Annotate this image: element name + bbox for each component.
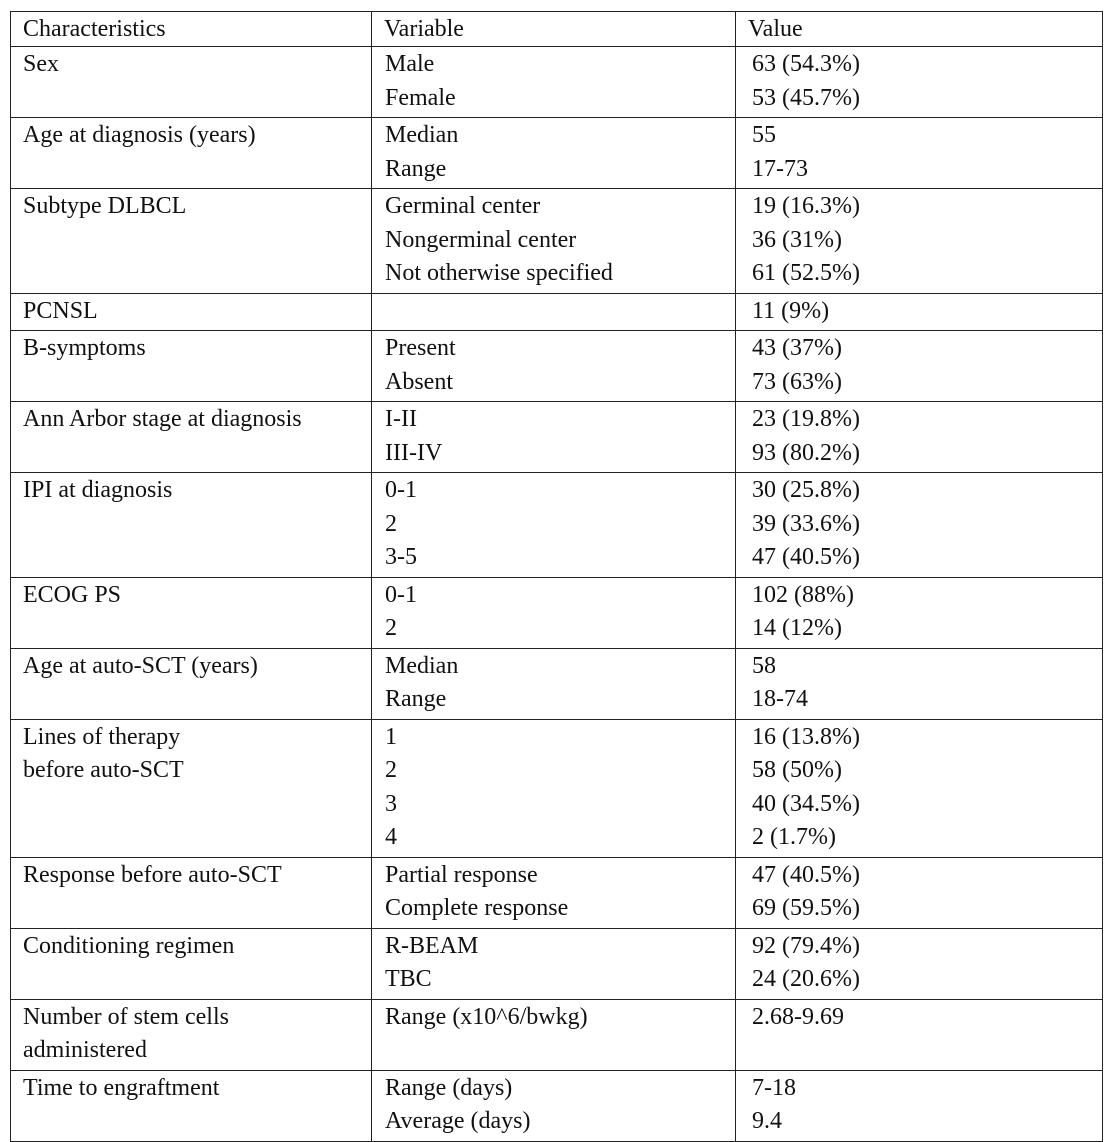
characteristic-cell: Age at auto-SCT (years) [11,648,372,719]
value-text: 40 (34.5%) [752,790,860,817]
value-text: 47 (40.5%) [752,544,860,570]
variable-label: Range (days) [385,1074,513,1101]
variable-label [385,295,735,329]
variable-label: 4 [385,824,397,850]
value-text: 53 (45.7%) [752,84,860,111]
value-cell [736,928,1103,999]
value-cell [736,118,1103,189]
table-container [10,11,1102,1142]
value-cell [736,402,1103,473]
characteristic-cell: B-symptoms [11,331,372,402]
variable-label: Not otherwise specified [385,260,613,286]
value-cell [736,47,1103,118]
value-cell [736,999,1103,1070]
value-text: 30 (25.8%) [752,477,860,503]
value-text: 2 (1.7%) [752,824,836,850]
variable-cell [372,1070,736,1141]
characteristic-cell: IPI at diagnosis [11,473,372,578]
value-text: 69 (59.5%) [752,895,860,921]
value-text: 23 (19.8%) [752,406,860,432]
variable-cell [372,118,736,189]
characteristics-table [10,11,1103,1142]
variable-label: Range (x10^6/bwkg) [385,1003,588,1030]
variable-cell [372,719,736,857]
variable-label: Range [385,686,447,712]
table-row [11,402,1103,473]
value-cell [736,857,1103,928]
table-row [11,331,1103,402]
value-cell [736,189,1103,294]
value-cell [736,577,1103,648]
value-text: 61 (52.5%) [752,260,860,286]
variable-label: R-BEAM [385,932,479,959]
value-text: 102 (88%) [752,581,854,608]
variable-cell [372,189,736,294]
characteristic-cell: Age at diagnosis (years) [11,118,372,189]
variable-label: Female [385,84,456,111]
header-variable: Variable [372,12,736,47]
table-row [11,118,1103,189]
value-text: 93 (80.2%) [752,439,860,466]
characteristic-cell: Lines of therapy before auto-SCT [11,719,372,857]
value-text: 92 (79.4%) [752,932,860,959]
table-row [11,719,1103,857]
value-text: 43 (37%) [752,335,842,361]
variable-label: Nongerminal center [385,226,577,253]
variable-label: Present [385,335,456,361]
variable-cell [372,473,736,578]
table-row [11,189,1103,294]
table-body [11,47,1103,1142]
variable-cell [372,648,736,719]
characteristic-cell: PCNSL [11,293,372,331]
variable-cell [372,402,736,473]
variable-cell [372,928,736,999]
table-row [11,473,1103,578]
value-cell [736,293,1103,331]
value-text: 58 (50%) [752,757,842,783]
table-row [11,648,1103,719]
characteristic-cell: ECOG PS [11,577,372,648]
variable-label: Median [385,652,459,679]
table-row [11,47,1103,118]
header-characteristics: Characteristics [11,12,372,47]
variable-label: 3-5 [385,544,417,570]
variable-label: 3 [385,790,397,817]
variable-cell [372,331,736,402]
variable-label: Complete response [385,895,569,921]
value-text: 73 (63%) [752,368,842,395]
value-text: 39 (33.6%) [752,510,860,537]
variable-label: Range [385,155,447,182]
header-value: Value [736,12,1103,47]
variable-label: Average (days) [385,1108,531,1134]
value-text: 24 (20.6%) [752,966,860,992]
value-cell [736,473,1103,578]
value-text: 11 (9%) [752,297,830,324]
characteristic-cell: Ann Arbor stage at diagnosis [11,402,372,473]
value-cell [736,719,1103,857]
value-cell [736,331,1103,402]
variable-label: Median [385,122,459,148]
value-text: 2.68-9.69 [752,1003,844,1030]
value-cell [736,1070,1103,1141]
value-text: 36 (31%) [752,226,842,253]
variable-label: I-II [385,406,417,432]
variable-cell [372,293,736,331]
characteristic-cell: Response before auto-SCT [11,857,372,928]
table-row [11,928,1103,999]
variable-label: 2 [385,757,397,783]
variable-label: 0-1 [385,581,417,608]
variable-cell [372,577,736,648]
value-text: 14 (12%) [752,615,842,641]
variable-cell [372,47,736,118]
value-text: 17-73 [752,155,808,182]
value-text: 9.4 [752,1108,782,1134]
value-text: 7-18 [752,1074,796,1101]
variable-label: Partial response [385,861,538,888]
table-row [11,999,1103,1070]
value-text: 63 (54.3%) [752,51,860,77]
value-text: 19 (16.3%) [752,193,860,219]
variable-label: Male [385,51,435,77]
variable-label: 2 [385,510,397,537]
table-row [11,577,1103,648]
variable-label: 0-1 [385,477,417,503]
characteristic-cell: Sex [11,47,372,118]
variable-label: III-IV [385,439,443,466]
value-text: 55 [752,122,776,148]
characteristic-cell: Time to engraftment [11,1070,372,1141]
value-text: 18-74 [752,686,808,712]
variable-label: TBC [385,966,432,992]
table-row [11,293,1103,331]
header-row [11,12,1103,47]
table-row [11,857,1103,928]
characteristic-cell: Conditioning regimen [11,928,372,999]
variable-cell [372,999,736,1070]
characteristic-cell: Number of stem cells administered [11,999,372,1070]
characteristic-cell: Subtype DLBCL [11,189,372,294]
value-text: 47 (40.5%) [752,861,860,888]
variable-label: Absent [385,368,453,395]
value-text: 16 (13.8%) [752,723,860,750]
variable-label: Germinal center [385,193,541,219]
variable-cell [372,857,736,928]
variable-label: 2 [385,615,397,641]
table-row [11,1070,1103,1141]
value-cell [736,648,1103,719]
variable-label: 1 [385,723,397,750]
value-text: 58 [752,652,776,679]
